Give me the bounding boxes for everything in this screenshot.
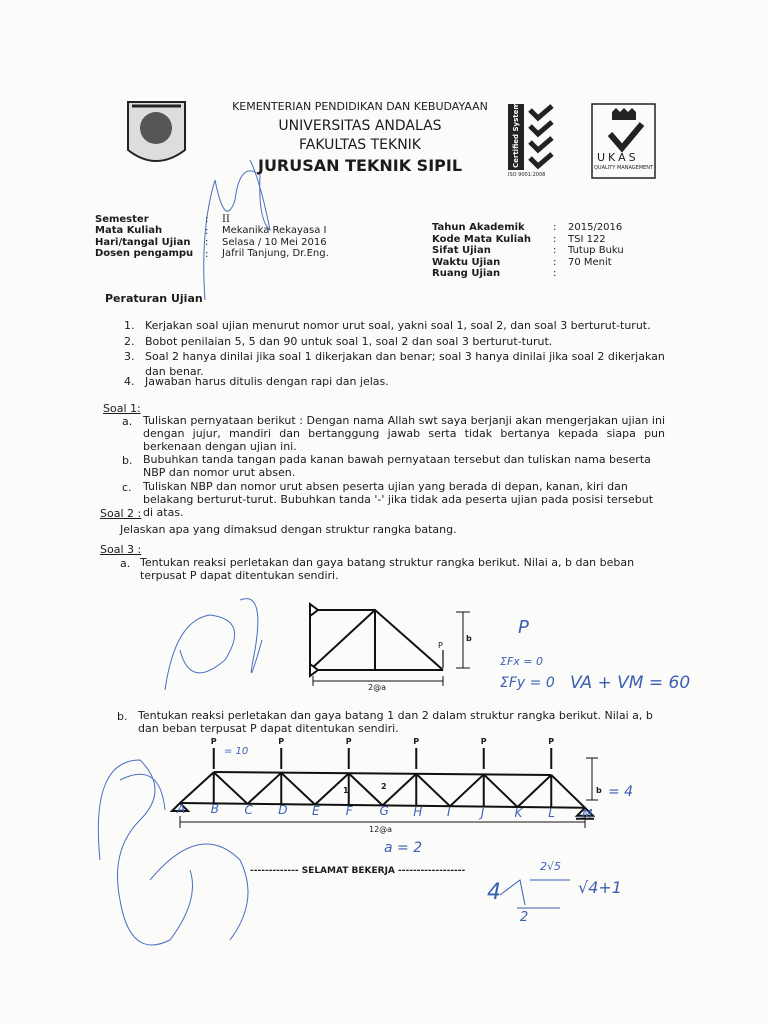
soal1-title: Soal 1:	[103, 402, 141, 415]
hw-sum-fx: ΣFx = 0	[500, 655, 543, 668]
item-letter: c.	[122, 481, 132, 494]
item-letter: b.	[122, 454, 133, 467]
hw-node-label: I	[447, 805, 451, 820]
university-title: UNIVERSITAS ANDALAS	[278, 118, 442, 134]
diagonal-member	[281, 773, 315, 805]
rule-item: Jawaban harus ditulis dengan rapi dan jelas.	[145, 375, 389, 388]
item-number: 3.	[124, 350, 135, 363]
hw-node-label: E	[312, 803, 320, 818]
label: Dosen pengampu	[95, 248, 194, 259]
diagonal-member	[214, 772, 248, 804]
hw-calc: 4	[487, 880, 501, 905]
member-1-label: 1	[343, 786, 349, 795]
height-label: b	[596, 786, 602, 795]
member-2-label: 2	[381, 782, 387, 791]
label: Waktu Ujian	[432, 257, 501, 268]
span-label: 2@a	[368, 683, 386, 692]
rules-title: Peraturan Ujian	[105, 292, 203, 305]
label: Mata Kuliah	[95, 225, 163, 236]
hw-sum-fy: ΣFy = 0	[500, 675, 555, 691]
hw-node-label: F	[345, 804, 353, 818]
load-label: P	[548, 737, 555, 746]
handwritten-calc	[500, 880, 570, 908]
item-letter: a.	[122, 415, 133, 428]
ministry-title: KEMENTERIAN PENDIDIKAN DAN KEBUDAYAAN	[232, 100, 488, 113]
diagonal-member	[349, 773, 383, 805]
soal1-item: Tuliskan pernyataan berikut : Dengan nama Allah swt saya berjanji akan mengerjakan ujian ini dengan jujur, mandiri dan bertanggung jawab serta tidak bertanya kepada siapa pun berkenaan dengan ujian ini.	[143, 414, 665, 453]
diagonal-member	[450, 774, 484, 806]
rule-item: Soal 2 hanya dinilai jika soal 1 dikerjakan dan benar; soal 3 hanya dinilai jika soal 2 dikerjakan dan benar.	[145, 350, 665, 378]
load-label: P	[413, 737, 420, 746]
iso-certified-text: Certified System	[512, 102, 520, 168]
item-letter: a.	[120, 557, 131, 570]
hw-p: P	[518, 617, 529, 638]
label: Ruang Ujian	[432, 268, 501, 279]
hw-node-label: A	[177, 802, 186, 816]
diagonal-member	[518, 775, 552, 807]
item-number: 2.	[124, 335, 135, 348]
label: Kode Mata Kuliah	[432, 234, 531, 245]
hw-a-value: a = 2	[384, 840, 423, 856]
diagonal-member	[484, 774, 518, 807]
soal1-item: Tuliskan NBP dan nomor urut absen peserta ujian yang berada di depan, kanan, kiri dan belakang berturut-turut. Bubuhkan tanda '-' jika tidak ada peserta ujian pada posisi tersebut di atas.	[143, 480, 654, 519]
diagonal-member	[248, 773, 282, 804]
load-label: P	[345, 737, 352, 746]
hw-node-label: L	[548, 806, 555, 821]
hw-node-label: J	[480, 805, 485, 820]
load-label: P	[210, 737, 217, 746]
label: Sifat Ujian	[432, 245, 491, 256]
hw-node-label: M	[582, 806, 593, 821]
truss-figure-1	[310, 604, 470, 686]
value: Selasa / 10 Mei 2016	[222, 237, 327, 248]
faculty-title: FAKULTAS TEKNIK	[298, 137, 421, 153]
hw-node-label: H	[413, 804, 423, 819]
soal3-title: Soal 3 :	[100, 543, 142, 556]
value: 70 Menit	[568, 257, 612, 268]
diagonal-member	[383, 774, 417, 806]
truss-members	[310, 610, 443, 670]
hw-node-label: G	[379, 804, 389, 819]
item-number: 1.	[124, 319, 135, 332]
rule-item: Bobot penilaian 5, 5 dan 90 untuk soal 1, soal 2 dan soal 3 berturut-turut.	[145, 335, 553, 348]
top-chord	[214, 772, 552, 775]
value: Mekanika Rekayasa I	[222, 225, 327, 236]
label: Semester	[95, 214, 149, 225]
label: Tahun Akademik	[432, 222, 525, 233]
soal2-title: Soal 2 :	[100, 507, 142, 520]
soal3b-text: Tentukan reaksi perletakan dan gaya batang 1 dan 2 dalam struktur rangka berikut. Nilai a, b dan beban terpusat P dapat ditentukan sendiri.	[138, 709, 653, 735]
value: Jafril Tanjung, Dr.Eng.	[222, 248, 329, 259]
height-label: b	[466, 634, 472, 643]
hw-calc: 2	[520, 910, 529, 925]
hw-reaction: VA + VM = 60	[570, 673, 691, 693]
ukas-label: UKAS	[597, 151, 639, 164]
span-label: 12@a	[369, 825, 393, 834]
value: TSI 122	[568, 234, 606, 245]
diagonal-member	[180, 772, 214, 803]
hw-node-label: D	[278, 803, 288, 818]
load-label: P	[278, 737, 285, 746]
hw-b-value: = 4	[608, 784, 634, 800]
value: II	[222, 214, 230, 225]
dimension-lines-2	[180, 758, 598, 828]
soal3a-text: Tentukan reaksi perletakan dan gaya batang struktur rangka berikut. Nilai a, b dan beban terpusat P dapat ditentukan sendiri.	[140, 556, 635, 582]
load-label: P	[438, 641, 443, 650]
item-letter: b.	[117, 710, 128, 723]
hw-node-label: K	[514, 806, 523, 820]
item-number: 4.	[124, 375, 135, 388]
hw-p-value: = 10	[224, 746, 249, 757]
soal2-text: Jelaskan apa yang dimaksud dengan struktur rangka batang.	[120, 523, 457, 536]
hw-calc: √4+1	[578, 878, 622, 897]
hw-node-label: C	[244, 802, 253, 817]
dimension-lines	[313, 612, 470, 686]
hw-node-label: B	[210, 802, 219, 817]
ukas-sub: QUALITY MANAGEMENT	[594, 165, 654, 171]
department-title: JURUSAN TEKNIK SIPIL	[257, 156, 463, 175]
iso-label: ISO 9001:2008	[508, 172, 546, 178]
closing-text: ------------- SELAMAT BEKERJA ------------------	[250, 866, 466, 876]
diagonal-member	[416, 774, 450, 806]
soal1-item: Bubuhkan tanda tangan pada kanan bawah pernyataan tersebut dan tuliskan nama beserta NBP dan nomor urut absen.	[143, 453, 651, 479]
hw-calc: 2√5	[540, 860, 562, 873]
load-label: P	[480, 737, 487, 746]
label: Hari/tangal Ujian	[95, 237, 191, 248]
value: Tutup Buku	[568, 245, 624, 256]
diagonal-member	[551, 775, 585, 808]
rule-item: Kerjakan soal ujian menurut nomor urut soal, yakni soal 1, soal 2, dan soal 3 berturut-turut.	[145, 319, 651, 332]
value: 2015/2016	[568, 222, 623, 233]
